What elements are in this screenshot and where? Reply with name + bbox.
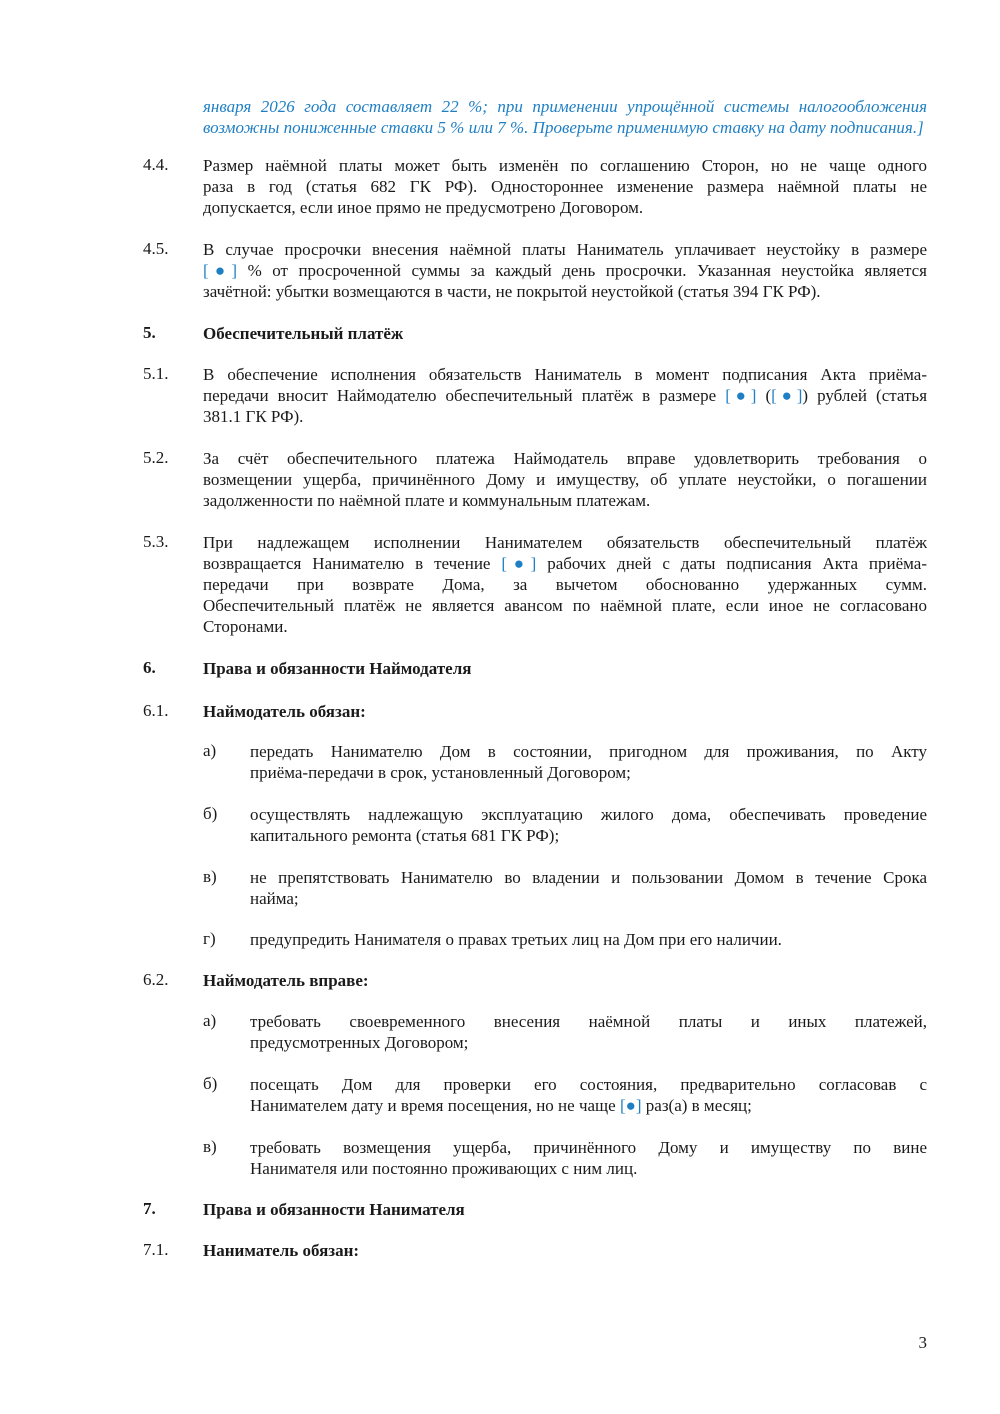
text-line bbox=[250, 1095, 927, 1116]
vat-note bbox=[203, 96, 927, 138]
text-line: не препятствовать Нанимателю во владении и пользовании Домом в течение Срока bbox=[250, 868, 927, 887]
text-line: возмещении ущерба, причинённого Дому и имуществу, об уплате неустойки, о погашении bbox=[203, 470, 927, 489]
section-number: 5. bbox=[143, 323, 156, 342]
list-text bbox=[250, 929, 927, 950]
section-number: 7. bbox=[143, 1199, 156, 1218]
text-fragment: ( bbox=[756, 386, 772, 405]
text-fragment: рабочих дней с даты подписания Акта приёма- bbox=[536, 554, 928, 573]
clause-title: Наймодатель обязан: bbox=[203, 702, 366, 721]
clause-number: 5.1. bbox=[143, 364, 169, 383]
note-line: возможны пониженные ставки 5 % или 7 %. Проверьте применимую ставку на дату подписания.] bbox=[203, 118, 924, 137]
clause-text bbox=[203, 155, 927, 218]
text-line: предусмотренных Договором; bbox=[250, 1033, 469, 1052]
text-line: зачётной: убытки возмещаются в части, не покрытой неустойкой (статья 394 ГК РФ). bbox=[203, 282, 821, 301]
clause-title: Наниматель обязан: bbox=[203, 1241, 360, 1260]
text-line bbox=[203, 553, 927, 574]
text-line: предупредить Нанимателя о правах третьих лиц на Дом при его наличии. bbox=[250, 930, 782, 949]
clause-number: 4.4. bbox=[143, 155, 169, 174]
text-line: Размер наёмной платы может быть изменён по соглашению Сторон, но не чаще одного bbox=[203, 156, 927, 175]
text-line bbox=[203, 385, 927, 406]
text-line: раза в год (статья 682 ГК РФ). Одностороннее изменение размера наёмной платы не bbox=[203, 177, 927, 196]
text-line: капитального ремонта (статья 681 ГК РФ); bbox=[250, 826, 560, 845]
text-line bbox=[203, 260, 927, 281]
text-line: За счёт обеспечительного платежа Наймодатель вправе удовлетворить требования о bbox=[203, 449, 927, 468]
list-letter: г) bbox=[203, 929, 216, 948]
list-letter: в) bbox=[203, 867, 217, 886]
list-letter: б) bbox=[203, 1074, 218, 1093]
text-line: Нанимателя или постоянно проживающих с ним лиц. bbox=[250, 1159, 638, 1178]
clause-text bbox=[203, 532, 927, 637]
list-text bbox=[250, 1137, 927, 1179]
text-line: передать Нанимателю Дом в состоянии, пригодном для проживания, по Акту bbox=[250, 742, 927, 761]
clause-number: 5.3. bbox=[143, 532, 169, 551]
text-line: приёма-передачи в срок, установленный Договором; bbox=[250, 763, 631, 782]
list-text bbox=[250, 867, 927, 909]
text-fragment: возвращается Нанимателю в течение bbox=[203, 554, 502, 573]
list-text bbox=[250, 1074, 927, 1116]
placeholder-field[interactable]: [●] bbox=[501, 554, 537, 573]
section-title: Права и обязанности Наймодателя bbox=[203, 659, 472, 678]
text-line: В случае просрочки внесения наёмной платы Наниматель уплачивает неустойку в размере bbox=[203, 240, 927, 259]
clause-number: 6.1. bbox=[143, 701, 169, 720]
section-title: Обеспечительный платёж bbox=[203, 324, 404, 343]
list-text bbox=[250, 804, 927, 846]
text-line: посещать Дом для проверки его состояния, предварительно согласовав с bbox=[250, 1075, 927, 1094]
text-line: Сторонами. bbox=[203, 617, 288, 636]
placeholder-field[interactable]: [●] bbox=[619, 1096, 642, 1115]
text-line: Обеспечительный платёж не является авансом по наёмной плате, если иное не согласовано bbox=[203, 596, 927, 615]
list-letter: а) bbox=[203, 741, 217, 760]
text-line: требовать своевременного внесения наёмной платы и иных платежей, bbox=[250, 1012, 927, 1031]
text-fragment: ) рублей (статья bbox=[802, 386, 928, 405]
note-line: января 2026 года составляет 22 %; при применении упрощённой системы налогообложения bbox=[203, 97, 927, 116]
text-line: допускается, если иное прямо не предусмотрено Договором. bbox=[203, 198, 644, 217]
clause-number: 5.2. bbox=[143, 448, 169, 467]
text-line: При надлежащем исполнении Нанимателем обязательств обеспечительный платёж bbox=[203, 533, 927, 552]
list-letter: б) bbox=[203, 804, 218, 823]
text-line: В обеспечение исполнения обязательств Наниматель в момент подписания Акта приёма- bbox=[203, 365, 927, 384]
text-fragment: передачи вносит Наймодателю обеспечительный платёж в размере bbox=[203, 386, 726, 405]
text-fragment: раз(а) в месяц; bbox=[641, 1096, 752, 1115]
clause-number: 4.5. bbox=[143, 239, 169, 258]
text-line: осуществлять надлежащую эксплуатацию жилого дома, обеспечивать проведение bbox=[250, 805, 927, 824]
clause-text bbox=[203, 239, 927, 302]
list-text bbox=[250, 741, 927, 783]
text-fragment: % от просроченной суммы за каждый день просрочки. Указанная неустойка является bbox=[237, 261, 928, 280]
text-line: найма; bbox=[250, 889, 299, 908]
list-letter: в) bbox=[203, 1137, 217, 1156]
text-line: 381.1 ГК РФ). bbox=[203, 407, 304, 426]
placeholder-field[interactable]: [●] bbox=[203, 261, 238, 280]
section-number: 6. bbox=[143, 658, 156, 677]
clause-title: Наймодатель вправе: bbox=[203, 971, 369, 990]
section-title: Права и обязанности Нанимателя bbox=[203, 1200, 465, 1219]
text-fragment: Нанимателем дату и время посещения, но не чаще bbox=[250, 1096, 620, 1115]
clause-text bbox=[203, 364, 927, 427]
placeholder-field[interactable]: [●] bbox=[725, 386, 757, 405]
placeholder-field[interactable]: [●] bbox=[771, 386, 803, 405]
text-line: передачи при возврате Дома, за вычетом обоснованно удержанных сумм. bbox=[203, 575, 927, 594]
text-line: требовать возмещения ущерба, причинённого Дому и имуществу по вине bbox=[250, 1138, 927, 1157]
page-number: 3 bbox=[918, 1333, 927, 1352]
clause-number: 6.2. bbox=[143, 970, 169, 989]
list-text bbox=[250, 1011, 927, 1053]
clause-number: 7.1. bbox=[143, 1240, 169, 1259]
text-line: задолженности по наёмной плате и коммунальным платежам. bbox=[203, 491, 651, 510]
list-letter: а) bbox=[203, 1011, 217, 1030]
clause-text bbox=[203, 448, 927, 511]
